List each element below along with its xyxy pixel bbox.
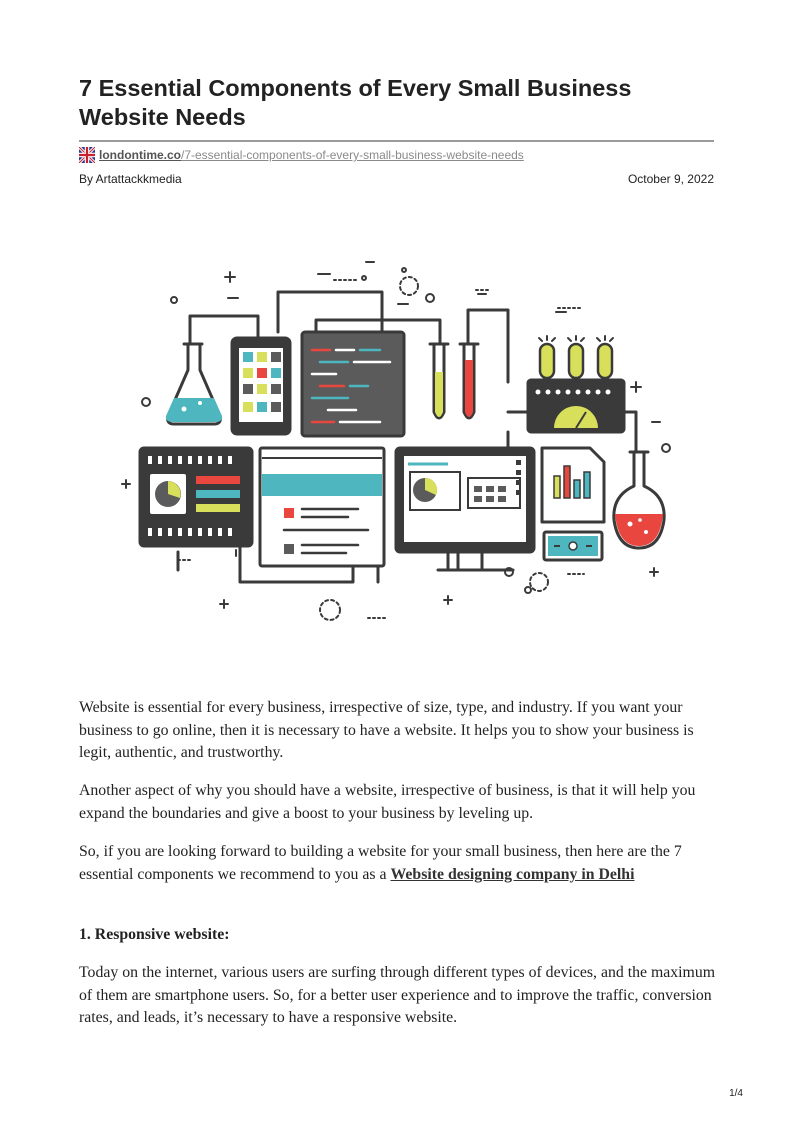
article-date: October 9, 2022 bbox=[627, 172, 714, 186]
title-divider bbox=[79, 140, 714, 142]
source-domain-link[interactable]: londontime.co bbox=[99, 148, 181, 162]
website-designing-link[interactable]: Website designing company in Delhi bbox=[390, 865, 635, 883]
article-title: 7 Essential Components of Every Small Business Website Needs bbox=[79, 75, 632, 130]
heading-responsive-website: 1. Responsive website: bbox=[79, 926, 230, 943]
web-development-lab-icon bbox=[118, 252, 678, 630]
page-number: 1/4 bbox=[729, 1088, 743, 1099]
uk-flag-icon bbox=[79, 147, 95, 163]
article-author: By Artattackkmedia bbox=[79, 172, 182, 186]
paragraph-boundaries: Another aspect of why you should have a website, irrespective of business, is that it will help you expand the boundaries and give a boost to your business by leveling up. bbox=[79, 782, 696, 822]
source-path-link[interactable]: /7-essential-components-of-every-small-business-website-needs bbox=[181, 148, 524, 162]
paragraph-components-text: So, if you are looking forward to building a website for your small business, then here are the 7 essential components we recommend to you as a bbox=[79, 843, 682, 883]
paragraph-intro: Website is essential for every business, irrespective of size, type, and industry. If you want your business to go online, then it is necessary to have a website. It helps you to show your business is legit, authentic, and trustworthy. bbox=[79, 699, 694, 761]
paragraph-responsive: Today on the internet, various users are surfing through different types of devices, and the maximum of them are smartphone users. So, for a better user experience and to improve the traffic, conversion rates, and leads, it’s necessary to have a responsive website. bbox=[79, 964, 716, 1026]
paragraph-components bbox=[79, 841, 719, 886]
source-line bbox=[79, 146, 524, 164]
